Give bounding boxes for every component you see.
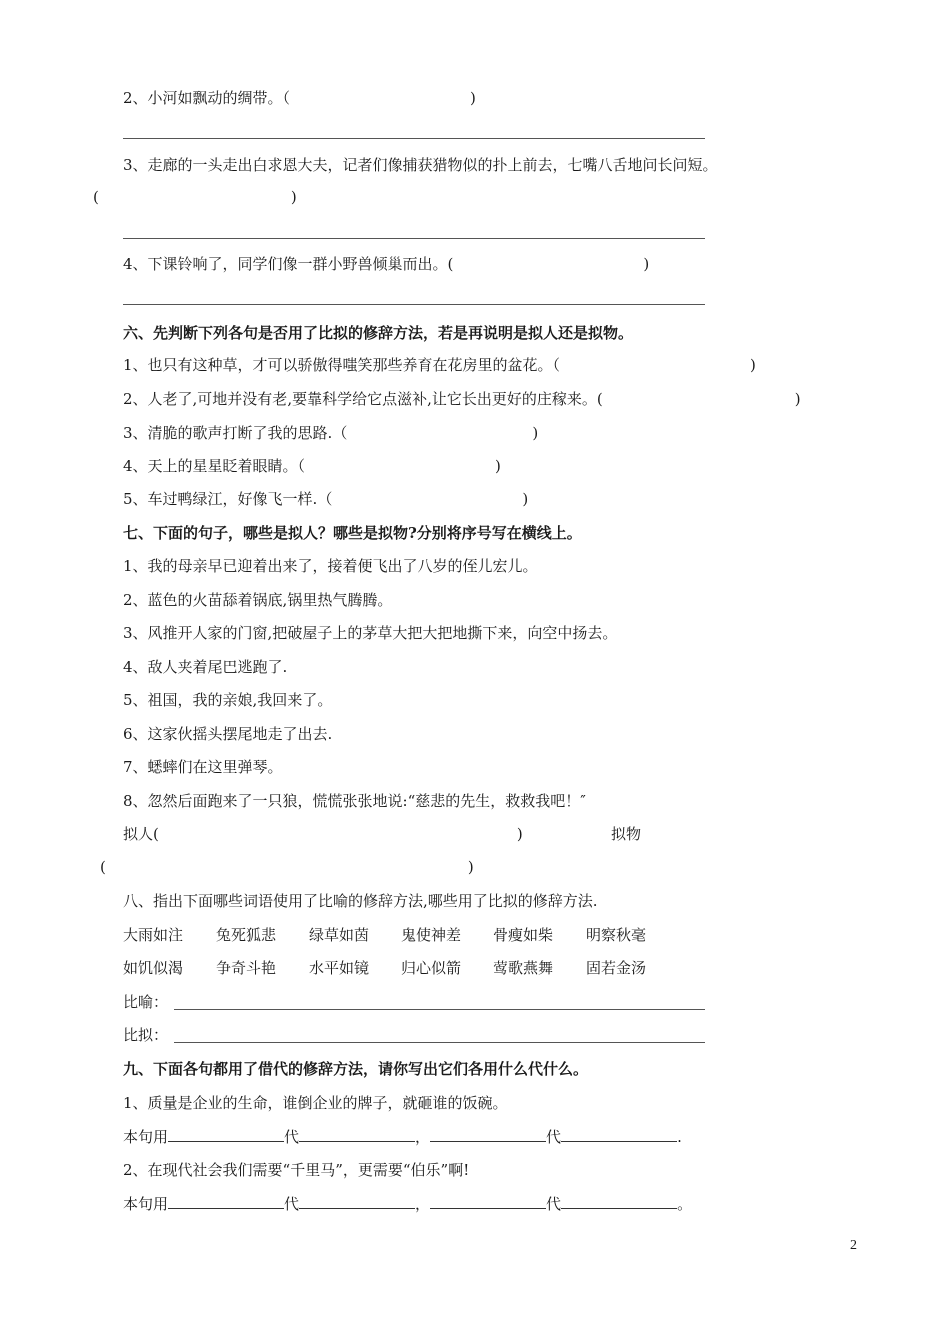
dai-label: 代 xyxy=(546,1195,562,1213)
close-paren: ) xyxy=(794,390,801,408)
idiom: 大雨如注 xyxy=(123,926,184,944)
sec9-q1: 1、质量是企业的生命，谁倒企业的牌子，就砸谁的饭碗。 xyxy=(123,1094,508,1112)
answer-blank[interactable] xyxy=(561,1126,677,1142)
sec7-item: 4、敌人夹着尾巴逃跑了. xyxy=(123,658,288,676)
sec6-q3 xyxy=(123,423,538,443)
answer-blank[interactable] xyxy=(561,1193,677,1209)
close-paren: ) xyxy=(643,255,650,273)
answer-blank[interactable] xyxy=(430,1193,546,1209)
sec9-q2: 2、在现代社会我们需要“千里马”，更需要“伯乐”啊! xyxy=(123,1161,470,1179)
personification-answer-line[interactable] xyxy=(174,1042,705,1043)
sec6-q3-text: 3、清脆的歌声打断了我的思路.（ xyxy=(123,424,348,442)
objectify-answer-paren xyxy=(100,857,474,877)
sec9-q2-answer xyxy=(123,1193,692,1214)
idiom: 兔死狐悲 xyxy=(216,926,277,944)
idiom: 固若金汤 xyxy=(586,959,647,977)
comma: ， xyxy=(415,1128,431,1146)
sec6-q2 xyxy=(123,389,801,409)
answer-prefix: 本句用 xyxy=(123,1195,169,1213)
sec5-q3: 3、走廊的一头走出白求恩大夫，记者们像捕获猎物似的扑上前去，七嘴八舌地问长问短。 xyxy=(123,156,718,174)
sec5-q2-text: 2、小河如飘动的绸带。（ xyxy=(123,89,291,107)
end-mark: . xyxy=(677,1128,682,1146)
answer-blank[interactable] xyxy=(299,1193,415,1209)
dai-label: 代 xyxy=(284,1195,300,1213)
close-paren: ) xyxy=(495,457,501,475)
idiom: 明察秋毫 xyxy=(586,926,647,944)
close-paren: ) xyxy=(290,188,297,206)
close-paren: ) xyxy=(522,490,529,508)
sec6-title: 六、先判断下列各句是否用了比拟的修辞方法，若是再说明是拟人还是拟物。 xyxy=(123,324,634,342)
answer-line[interactable] xyxy=(123,138,705,139)
close-paren: ) xyxy=(516,825,523,843)
answer-blank[interactable] xyxy=(168,1126,284,1142)
sec7-item: 8、忽然后面跑来了一只狼，慌慌张张地说:“慈悲的先生，救救我吧！″ xyxy=(123,792,586,810)
answer-line[interactable] xyxy=(123,304,705,305)
objectify-label: 拟物 xyxy=(611,825,642,843)
close-paren: ) xyxy=(532,424,539,442)
close-paren: ) xyxy=(470,89,476,107)
sec6-q1-text: 1、也只有这种草，才可以骄傲得嗤笑那些养育在花房里的盆花。（ xyxy=(123,356,561,374)
sec6-q4 xyxy=(123,456,501,476)
sec7-item: 3、风推开人家的门窗,把破屋子上的茅草大把大把地撕下来，向空中扬去。 xyxy=(123,624,618,642)
sec6-q5-text: 5、车过鸭绿江，好像飞一样.（ xyxy=(123,490,333,508)
sec7-item: 5、祖国，我的亲娘,我回来了。 xyxy=(123,691,333,709)
sec9-title: 九、下面各句都用了借代的修辞方法，请你写出它们各用什么代什么。 xyxy=(123,1060,589,1078)
sec7-title: 七、下面的句子，哪些是拟人？哪些是拟物?分别将序号写在横线上。 xyxy=(123,524,582,542)
close-paren: ) xyxy=(750,356,756,374)
metaphor-answer-line[interactable] xyxy=(174,1009,705,1010)
end-mark: 。 xyxy=(677,1195,693,1213)
sec6-q4-text: 4、天上的星星眨着眼睛。（ xyxy=(123,457,306,475)
personify-answer xyxy=(123,824,523,844)
idiom: 骨瘦如柴 xyxy=(493,926,554,944)
dai-label: 代 xyxy=(546,1128,562,1146)
sec5-q4-text: 4、下课铃响了，同学们像一群小野兽倾巢而出。( xyxy=(123,255,454,273)
sec5-q2 xyxy=(123,88,476,108)
idiom: 水平如镜 xyxy=(309,959,370,977)
answer-prefix: 本句用 xyxy=(123,1128,169,1146)
sec7-item: 2、蓝色的火苗舔着锅底,锅里热气腾腾。 xyxy=(123,591,393,609)
sec9-q1-answer xyxy=(123,1126,682,1147)
sec5-q4 xyxy=(123,254,649,274)
sec7-item: 6、这家伙摇头摆尾地走了出去. xyxy=(123,725,333,743)
personification-label: 比拟： xyxy=(123,1026,169,1044)
open-paren: ( xyxy=(100,858,106,876)
idiom: 归心似箭 xyxy=(401,959,462,977)
page-number: 2 xyxy=(850,1238,857,1253)
sec7-item: 1、我的母亲早已迎着出来了，接着便飞出了八岁的侄儿宏儿。 xyxy=(123,557,538,575)
sec6-q2-text: 2、人老了,可地并没有老,要靠科学给它点滋补,让它长出更好的庄稼来。( xyxy=(123,390,603,408)
sec7-item: 7、蟋蟀们在这里弹琴。 xyxy=(123,758,283,776)
open-paren: ( xyxy=(93,188,99,206)
comma: ， xyxy=(415,1195,431,1213)
answer-blank[interactable] xyxy=(299,1126,415,1142)
idiom: 如饥似渴 xyxy=(123,959,184,977)
idiom: 鬼使神差 xyxy=(401,926,462,944)
answer-blank[interactable] xyxy=(430,1126,546,1142)
dai-label: 代 xyxy=(284,1128,300,1146)
sec5-q3-paren xyxy=(93,187,297,207)
metaphor-label: 比喻： xyxy=(123,993,169,1011)
answer-blank[interactable] xyxy=(168,1193,284,1209)
sec8-title: 八、指出下面哪些词语使用了比喻的修辞方法,哪些用了比拟的修辞方法. xyxy=(123,892,598,910)
idiom: 争奇斗艳 xyxy=(216,959,277,977)
sec6-q1 xyxy=(123,355,756,375)
personify-label: 拟人( xyxy=(123,825,159,843)
close-paren: ) xyxy=(467,858,474,876)
idiom: 莺歌燕舞 xyxy=(493,959,554,977)
answer-line[interactable] xyxy=(123,238,705,239)
idiom: 绿草如茵 xyxy=(309,926,370,944)
sec6-q5 xyxy=(123,489,528,509)
